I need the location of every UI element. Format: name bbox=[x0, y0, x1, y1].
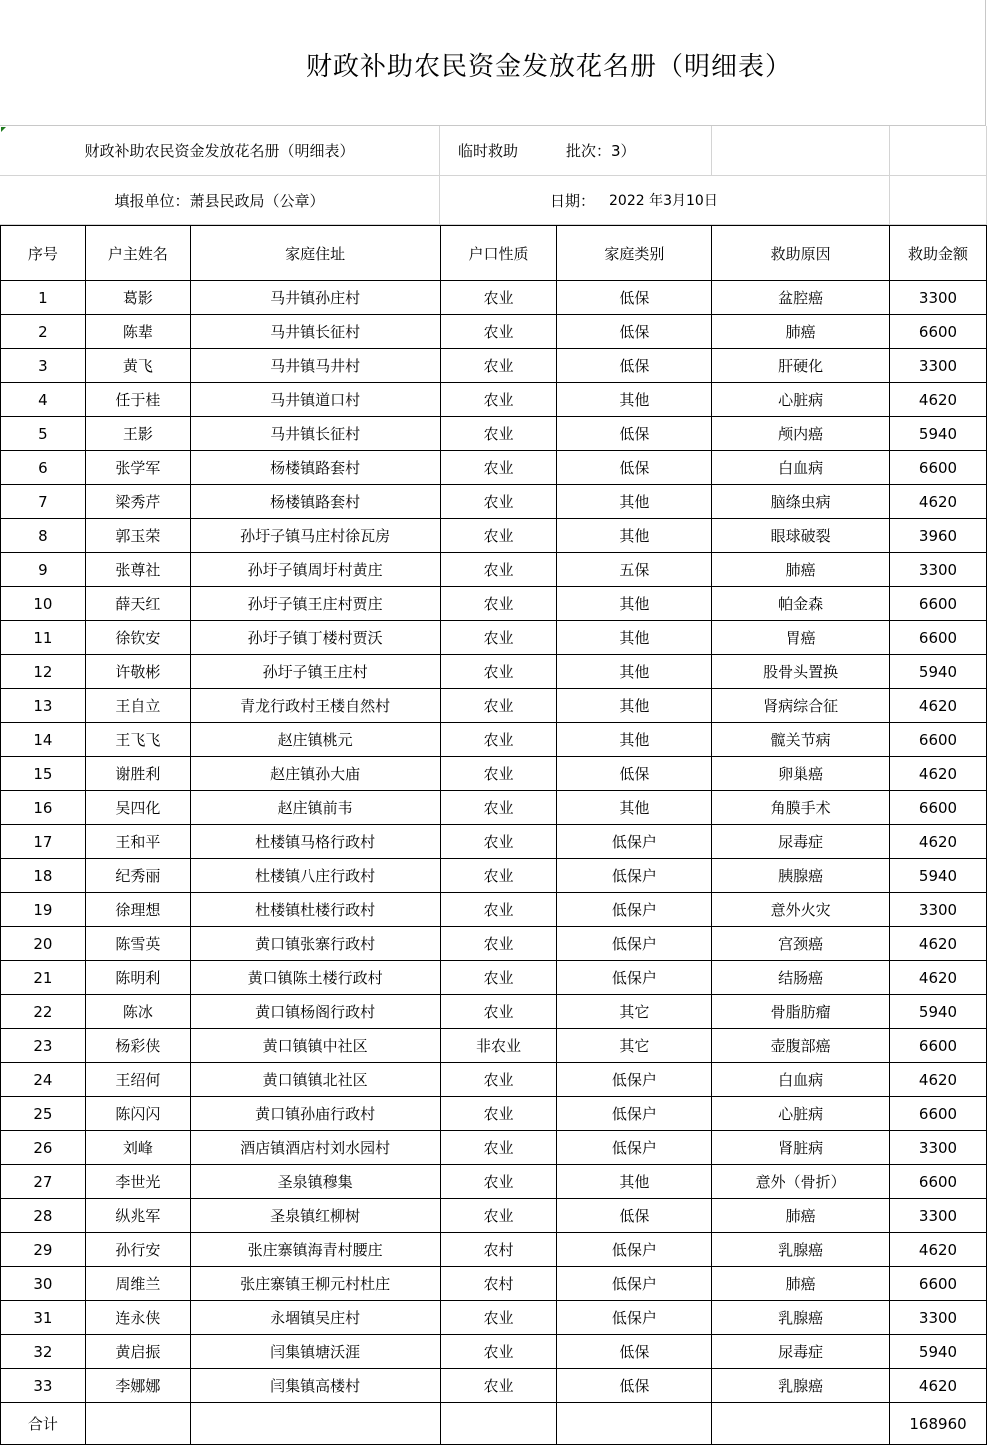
cell-index[interactable]: 3 bbox=[1, 349, 86, 383]
cell-name[interactable]: 王绍何 bbox=[85, 1063, 190, 1097]
cell-hukou[interactable]: 农业 bbox=[440, 1131, 557, 1165]
blank-cell[interactable] bbox=[890, 126, 987, 176]
cell-reason[interactable]: 肺癌 bbox=[712, 1199, 890, 1233]
cell-name[interactable]: 杨彩侠 bbox=[85, 1029, 190, 1063]
cell-name[interactable]: 黄启振 bbox=[85, 1335, 190, 1369]
title-band bbox=[0, 0, 986, 126]
cell-amount[interactable]: 5940 bbox=[890, 859, 987, 893]
cell-amount[interactable]: 4620 bbox=[890, 927, 987, 961]
cell-category[interactable]: 低保户 bbox=[557, 825, 712, 859]
cell-amount[interactable]: 3300 bbox=[890, 1131, 987, 1165]
cell-index[interactable]: 9 bbox=[1, 553, 86, 587]
cell-reason[interactable]: 乳腺癌 bbox=[712, 1301, 890, 1335]
cell-category[interactable]: 低保户 bbox=[557, 859, 712, 893]
table-row bbox=[1, 825, 987, 859]
col-header-amount[interactable]: 救助金额 bbox=[890, 226, 987, 281]
cell-index[interactable]: 21 bbox=[1, 961, 86, 995]
cell-index[interactable]: 12 bbox=[1, 655, 86, 689]
cell-name[interactable]: 张学军 bbox=[85, 451, 190, 485]
cell-address[interactable]: 孙圩子镇周圩村黄庄 bbox=[190, 553, 440, 587]
table-row bbox=[1, 485, 987, 519]
cell-amount[interactable]: 4620 bbox=[890, 1063, 987, 1097]
cell-category[interactable]: 其它 bbox=[557, 995, 712, 1029]
cell-category[interactable]: 低保 bbox=[557, 1199, 712, 1233]
cell-index[interactable]: 25 bbox=[1, 1097, 86, 1131]
cell-reason[interactable]: 胰腺癌 bbox=[712, 859, 890, 893]
table-row bbox=[1, 553, 987, 587]
cell-address[interactable]: 赵庄镇前韦 bbox=[190, 791, 440, 825]
cell-reason[interactable]: 结肠癌 bbox=[712, 961, 890, 995]
cell-amount[interactable]: 6600 bbox=[890, 621, 987, 655]
cell-hukou[interactable]: 农业 bbox=[440, 1165, 557, 1199]
cell-index[interactable]: 32 bbox=[1, 1335, 86, 1369]
total-amount[interactable]: 168960 bbox=[890, 1403, 987, 1445]
cell-hukou[interactable]: 农村 bbox=[440, 1267, 557, 1301]
cell-reason[interactable]: 眼球破裂 bbox=[712, 519, 890, 553]
cell-category[interactable]: 低保 bbox=[557, 757, 712, 791]
cell-name[interactable]: 陈明利 bbox=[85, 961, 190, 995]
page-title: 财政补助农民资金发放花名册（明细表） bbox=[306, 52, 793, 82]
cell-index[interactable]: 7 bbox=[1, 485, 86, 519]
cell-address[interactable]: 杜楼镇杜楼行政村 bbox=[190, 893, 440, 927]
blank-cell[interactable] bbox=[557, 1403, 712, 1445]
blank-cell[interactable] bbox=[890, 176, 987, 225]
aid-type-cell[interactable] bbox=[440, 126, 712, 176]
table-row bbox=[1, 791, 987, 825]
cell-index[interactable]: 33 bbox=[1, 1369, 86, 1403]
cell-name[interactable]: 王影 bbox=[85, 417, 190, 451]
cell-category[interactable]: 低保 bbox=[557, 417, 712, 451]
cell-name[interactable]: 吴四化 bbox=[85, 791, 190, 825]
table-row bbox=[1, 1131, 987, 1165]
table-row bbox=[1, 1301, 987, 1335]
cell-reason[interactable]: 骨脂肪瘤 bbox=[712, 995, 890, 1029]
date-label: 日期： bbox=[550, 191, 596, 210]
cell-name[interactable]: 陈辈 bbox=[85, 315, 190, 349]
cell-hukou[interactable]: 农业 bbox=[440, 723, 557, 757]
blank-cell[interactable] bbox=[712, 126, 890, 176]
table-row bbox=[1, 621, 987, 655]
cell-category[interactable]: 低保户 bbox=[557, 1131, 712, 1165]
cell-amount[interactable]: 5940 bbox=[890, 417, 987, 451]
cell-amount[interactable]: 4620 bbox=[890, 1233, 987, 1267]
cell-hukou[interactable]: 农业 bbox=[440, 961, 557, 995]
cell-reason[interactable]: 意外火灾 bbox=[712, 893, 890, 927]
cell-address[interactable]: 孙圩子镇丁楼村贾沃 bbox=[190, 621, 440, 655]
cell-hukou[interactable]: 农业 bbox=[440, 927, 557, 961]
date-value: 2022 年3月10日 bbox=[609, 193, 718, 209]
cell-hukou[interactable]: 农业 bbox=[440, 349, 557, 383]
cell-category[interactable]: 低保 bbox=[557, 1335, 712, 1369]
cell-amount[interactable]: 4620 bbox=[890, 1369, 987, 1403]
cell-category[interactable]: 其他 bbox=[557, 383, 712, 417]
unit-cell[interactable] bbox=[0, 176, 440, 225]
cell-reason[interactable]: 髋关节病 bbox=[712, 723, 890, 757]
table-row bbox=[1, 1097, 987, 1131]
cell-amount[interactable]: 4620 bbox=[890, 825, 987, 859]
cell-address[interactable]: 杨楼镇路套村 bbox=[190, 485, 440, 519]
total-row bbox=[1, 1403, 987, 1445]
cell-hukou[interactable]: 农业 bbox=[440, 553, 557, 587]
total-label[interactable]: 合计 bbox=[1, 1403, 86, 1445]
cell-address[interactable]: 赵庄镇桃元 bbox=[190, 723, 440, 757]
reporting-unit: 填报单位：萧县民政局（公章） bbox=[114, 191, 325, 210]
cell-name[interactable]: 李娜娜 bbox=[85, 1369, 190, 1403]
cell-index[interactable]: 1 bbox=[1, 281, 86, 315]
table-row bbox=[1, 1199, 987, 1233]
cell-hukou[interactable]: 农业 bbox=[440, 315, 557, 349]
cell-reason[interactable]: 肺癌 bbox=[712, 553, 890, 587]
cell-hukou[interactable]: 农业 bbox=[440, 1199, 557, 1233]
cell-address[interactable]: 马井镇马井村 bbox=[190, 349, 440, 383]
col-header-reason[interactable]: 救助原因 bbox=[712, 226, 890, 281]
table-row bbox=[1, 689, 987, 723]
cell-name[interactable]: 孙行安 bbox=[85, 1233, 190, 1267]
cell-reason[interactable]: 盆腔癌 bbox=[712, 281, 890, 315]
cell-name[interactable]: 陈冰 bbox=[85, 995, 190, 1029]
cell-amount[interactable]: 6600 bbox=[890, 1165, 987, 1199]
cell-reason[interactable]: 帕金森 bbox=[712, 587, 890, 621]
cell-category[interactable]: 其他 bbox=[557, 621, 712, 655]
cell-address[interactable]: 马井镇长征村 bbox=[190, 315, 440, 349]
table-row bbox=[1, 1063, 987, 1097]
cell-amount[interactable]: 6600 bbox=[890, 1097, 987, 1131]
cell-amount[interactable]: 6600 bbox=[890, 587, 987, 621]
cell-address[interactable]: 马井镇孙庄村 bbox=[190, 281, 440, 315]
cell-reason[interactable]: 心脏病 bbox=[712, 1097, 890, 1131]
cell-name[interactable]: 谢胜利 bbox=[85, 757, 190, 791]
cell-category[interactable]: 低保户 bbox=[557, 961, 712, 995]
cell-hukou[interactable]: 农业 bbox=[440, 1335, 557, 1369]
cell-amount[interactable]: 4620 bbox=[890, 757, 987, 791]
cell-name[interactable]: 薛天红 bbox=[85, 587, 190, 621]
cell-index[interactable]: 5 bbox=[1, 417, 86, 451]
cell-amount[interactable]: 6600 bbox=[890, 791, 987, 825]
cell-amount[interactable]: 3300 bbox=[890, 281, 987, 315]
cell-address[interactable]: 永堌镇吴庄村 bbox=[190, 1301, 440, 1335]
col-header-index[interactable]: 序号 bbox=[1, 226, 86, 281]
cell-reason[interactable]: 卵巢癌 bbox=[712, 757, 890, 791]
table-row bbox=[1, 1335, 987, 1369]
cell-index[interactable]: 20 bbox=[1, 927, 86, 961]
cell-reason[interactable]: 乳腺癌 bbox=[712, 1233, 890, 1267]
cell-amount[interactable]: 4620 bbox=[890, 383, 987, 417]
cell-address[interactable]: 闫集镇塘沃涯 bbox=[190, 1335, 440, 1369]
cell-hukou[interactable]: 农业 bbox=[440, 1369, 557, 1403]
cell-reason[interactable]: 白血病 bbox=[712, 451, 890, 485]
cell-address[interactable]: 黄口镇杨阁行政村 bbox=[190, 995, 440, 1029]
cell-category[interactable]: 其他 bbox=[557, 519, 712, 553]
cell-category[interactable]: 其他 bbox=[557, 587, 712, 621]
cell-index[interactable]: 13 bbox=[1, 689, 86, 723]
cell-index[interactable]: 15 bbox=[1, 757, 86, 791]
cell-hukou[interactable]: 农业 bbox=[440, 417, 557, 451]
cell-index[interactable]: 26 bbox=[1, 1131, 86, 1165]
cell-reason[interactable]: 角膜手术 bbox=[712, 791, 890, 825]
cell-amount[interactable]: 6600 bbox=[890, 723, 987, 757]
cell-address[interactable]: 闫集镇高楼村 bbox=[190, 1369, 440, 1403]
cell-address[interactable]: 马井镇道口村 bbox=[190, 383, 440, 417]
cell-category[interactable]: 低保户 bbox=[557, 893, 712, 927]
cell-amount[interactable]: 3300 bbox=[890, 893, 987, 927]
cell-name[interactable]: 许敬彬 bbox=[85, 655, 190, 689]
table-row bbox=[1, 859, 987, 893]
cell-hukou[interactable]: 农业 bbox=[440, 281, 557, 315]
cell-category[interactable]: 低保户 bbox=[557, 1267, 712, 1301]
cell-index[interactable]: 11 bbox=[1, 621, 86, 655]
cell-index[interactable]: 31 bbox=[1, 1301, 86, 1335]
col-header-hukou[interactable]: 户口性质 bbox=[440, 226, 557, 281]
cell-category[interactable]: 其他 bbox=[557, 723, 712, 757]
cell-name[interactable]: 纵兆军 bbox=[85, 1199, 190, 1233]
cell-category[interactable]: 其他 bbox=[557, 689, 712, 723]
cell-category[interactable]: 其他 bbox=[557, 1165, 712, 1199]
blank-cell[interactable] bbox=[85, 1403, 190, 1445]
cell-category[interactable]: 其他 bbox=[557, 791, 712, 825]
cell-reason[interactable]: 颅内癌 bbox=[712, 417, 890, 451]
cell-hukou[interactable]: 农业 bbox=[440, 485, 557, 519]
cell-address[interactable]: 张庄寨镇海青村腰庄 bbox=[190, 1233, 440, 1267]
cell-address[interactable]: 青龙行政村王楼自然村 bbox=[190, 689, 440, 723]
cell-hukou[interactable]: 农业 bbox=[440, 893, 557, 927]
cell-index[interactable]: 27 bbox=[1, 1165, 86, 1199]
cell-name[interactable]: 刘峰 bbox=[85, 1131, 190, 1165]
cell-hukou[interactable]: 非农业 bbox=[440, 1029, 557, 1063]
cell-category[interactable]: 低保 bbox=[557, 315, 712, 349]
cell-category[interactable]: 低保户 bbox=[557, 1233, 712, 1267]
cell-reason[interactable]: 股骨头置换 bbox=[712, 655, 890, 689]
cell-address[interactable]: 孙圩子镇马庄村徐瓦房 bbox=[190, 519, 440, 553]
cell-address[interactable]: 黄口镇孙庙行政村 bbox=[190, 1097, 440, 1131]
cell-amount[interactable]: 3300 bbox=[890, 1301, 987, 1335]
cell-reason[interactable]: 尿毒症 bbox=[712, 1335, 890, 1369]
cell-reason[interactable]: 心脏病 bbox=[712, 383, 890, 417]
cell-address[interactable]: 黄口镇张寨行政村 bbox=[190, 927, 440, 961]
cell-category[interactable]: 其他 bbox=[557, 655, 712, 689]
cell-name[interactable]: 李世光 bbox=[85, 1165, 190, 1199]
cell-address[interactable]: 黄口镇镇北社区 bbox=[190, 1063, 440, 1097]
table-row bbox=[1, 315, 987, 349]
table-row bbox=[1, 1029, 987, 1063]
table-row bbox=[1, 655, 987, 689]
cell-amount[interactable]: 3300 bbox=[890, 553, 987, 587]
cell-index[interactable]: 14 bbox=[1, 723, 86, 757]
cell-name[interactable]: 葛影 bbox=[85, 281, 190, 315]
cell-name[interactable]: 周维兰 bbox=[85, 1267, 190, 1301]
table-row bbox=[1, 927, 987, 961]
cell-amount[interactable]: 3960 bbox=[890, 519, 987, 553]
cell-reason[interactable]: 尿毒症 bbox=[712, 825, 890, 859]
table-row bbox=[1, 519, 987, 553]
table-row bbox=[1, 757, 987, 791]
cell-reason[interactable]: 宫颈癌 bbox=[712, 927, 890, 961]
blank-cell[interactable] bbox=[190, 1403, 440, 1445]
cell-address[interactable]: 圣泉镇红柳树 bbox=[190, 1199, 440, 1233]
cell-category[interactable]: 低保户 bbox=[557, 927, 712, 961]
cell-reason[interactable]: 肺癌 bbox=[712, 315, 890, 349]
cell-amount[interactable]: 6600 bbox=[890, 451, 987, 485]
cell-hukou[interactable]: 农业 bbox=[440, 519, 557, 553]
cell-address[interactable]: 孙圩子镇王庄村贾庄 bbox=[190, 587, 440, 621]
cell-index[interactable]: 4 bbox=[1, 383, 86, 417]
cell-index[interactable]: 29 bbox=[1, 1233, 86, 1267]
cell-index[interactable]: 24 bbox=[1, 1063, 86, 1097]
table-row bbox=[1, 281, 987, 315]
blank-cell[interactable] bbox=[712, 1403, 890, 1445]
table-row bbox=[1, 995, 987, 1029]
table-row bbox=[1, 961, 987, 995]
cell-category[interactable]: 其他 bbox=[557, 485, 712, 519]
cell-reason[interactable]: 肾脏病 bbox=[712, 1131, 890, 1165]
cell-hukou[interactable]: 农业 bbox=[440, 587, 557, 621]
col-header-name[interactable]: 户主姓名 bbox=[85, 226, 190, 281]
cell-hukou[interactable]: 农业 bbox=[440, 859, 557, 893]
cell-index[interactable]: 18 bbox=[1, 859, 86, 893]
cell-address[interactable]: 酒店镇酒店村刘水园村 bbox=[190, 1131, 440, 1165]
cell-hukou[interactable]: 农业 bbox=[440, 1097, 557, 1131]
cell-address[interactable]: 赵庄镇孙大庙 bbox=[190, 757, 440, 791]
cell-reason[interactable]: 肺癌 bbox=[712, 1267, 890, 1301]
cell-name[interactable]: 陈闪闪 bbox=[85, 1097, 190, 1131]
cell-amount[interactable]: 3300 bbox=[890, 1199, 987, 1233]
cell-index[interactable]: 6 bbox=[1, 451, 86, 485]
cell-reason[interactable]: 白血病 bbox=[712, 1063, 890, 1097]
cell-index[interactable]: 22 bbox=[1, 995, 86, 1029]
table-row bbox=[1, 1267, 987, 1301]
cell-amount[interactable]: 3300 bbox=[890, 349, 987, 383]
cell-address[interactable]: 黄口镇陈土楼行政村 bbox=[190, 961, 440, 995]
form-name: 财政补助农民资金发放花名册（明细表） bbox=[84, 142, 355, 160]
cell-name[interactable]: 张尊社 bbox=[85, 553, 190, 587]
cell-reason[interactable]: 意外（骨折） bbox=[712, 1165, 890, 1199]
cell-index[interactable]: 2 bbox=[1, 315, 86, 349]
table-row bbox=[1, 1233, 987, 1267]
cell-reason[interactable]: 胃癌 bbox=[712, 621, 890, 655]
cell-hukou[interactable]: 农业 bbox=[440, 791, 557, 825]
cell-hukou[interactable]: 农业 bbox=[440, 383, 557, 417]
cell-hukou[interactable]: 农村 bbox=[440, 1233, 557, 1267]
cell-amount[interactable]: 6600 bbox=[890, 1267, 987, 1301]
cell-name[interactable]: 纪秀丽 bbox=[85, 859, 190, 893]
cell-amount[interactable]: 5940 bbox=[890, 655, 987, 689]
cell-name[interactable]: 黄飞 bbox=[85, 349, 190, 383]
cell-reason[interactable]: 肝硬化 bbox=[712, 349, 890, 383]
cell-amount[interactable]: 6600 bbox=[890, 1029, 987, 1063]
cell-hukou[interactable]: 农业 bbox=[440, 621, 557, 655]
cell-amount[interactable]: 4620 bbox=[890, 689, 987, 723]
cell-hukou[interactable]: 农业 bbox=[440, 689, 557, 723]
cell-index[interactable]: 17 bbox=[1, 825, 86, 859]
cell-amount[interactable]: 4620 bbox=[890, 961, 987, 995]
cell-index[interactable]: 16 bbox=[1, 791, 86, 825]
cell-index[interactable]: 19 bbox=[1, 893, 86, 927]
table-row bbox=[1, 893, 987, 927]
table-row bbox=[1, 587, 987, 621]
cell-hukou[interactable]: 农业 bbox=[440, 451, 557, 485]
table-row bbox=[1, 451, 987, 485]
cell-category[interactable]: 低保户 bbox=[557, 1063, 712, 1097]
blank-cell[interactable] bbox=[440, 1403, 557, 1445]
col-header-category[interactable]: 家庭类别 bbox=[557, 226, 712, 281]
cell-amount[interactable]: 4620 bbox=[890, 485, 987, 519]
cell-address[interactable]: 张庄寨镇王柳元村杜庄 bbox=[190, 1267, 440, 1301]
cell-index[interactable]: 28 bbox=[1, 1199, 86, 1233]
cell-index[interactable]: 8 bbox=[1, 519, 86, 553]
aid-type: 临时救助 bbox=[458, 142, 519, 160]
cell-reason[interactable]: 肾病综合征 bbox=[712, 689, 890, 723]
header-row bbox=[1, 226, 987, 281]
cell-name[interactable]: 梁秀芹 bbox=[85, 485, 190, 519]
form-name-cell[interactable] bbox=[0, 126, 440, 176]
cell-name[interactable]: 陈雪英 bbox=[85, 927, 190, 961]
cell-category[interactable]: 低保户 bbox=[557, 1097, 712, 1131]
cell-name[interactable]: 郭玉荣 bbox=[85, 519, 190, 553]
cell-category[interactable]: 其它 bbox=[557, 1029, 712, 1063]
cell-index[interactable]: 23 bbox=[1, 1029, 86, 1063]
cell-reason[interactable]: 脑绦虫病 bbox=[712, 485, 890, 519]
cell-address[interactable]: 杜楼镇八庄行政村 bbox=[190, 859, 440, 893]
cell-hukou[interactable]: 农业 bbox=[440, 1063, 557, 1097]
cell-name[interactable]: 徐理想 bbox=[85, 893, 190, 927]
date-cell[interactable] bbox=[440, 176, 890, 225]
cell-address[interactable]: 孙圩子镇王庄村 bbox=[190, 655, 440, 689]
col-header-address[interactable]: 家庭住址 bbox=[190, 226, 440, 281]
cell-category[interactable]: 低保户 bbox=[557, 1301, 712, 1335]
cell-hukou[interactable]: 农业 bbox=[440, 1301, 557, 1335]
cell-reason[interactable]: 乳腺癌 bbox=[712, 1369, 890, 1403]
cell-address[interactable]: 圣泉镇穆集 bbox=[190, 1165, 440, 1199]
table-row bbox=[1, 1165, 987, 1199]
table-row bbox=[1, 1369, 987, 1403]
cell-name[interactable]: 王飞飞 bbox=[85, 723, 190, 757]
cell-name[interactable]: 王自立 bbox=[85, 689, 190, 723]
batch-label: 批次：3） bbox=[566, 142, 636, 160]
cell-amount[interactable]: 5940 bbox=[890, 995, 987, 1029]
cell-hukou[interactable]: 农业 bbox=[440, 995, 557, 1029]
cell-category[interactable]: 低保 bbox=[557, 349, 712, 383]
cell-name[interactable]: 任于桂 bbox=[85, 383, 190, 417]
cell-address[interactable]: 杨楼镇路套村 bbox=[190, 451, 440, 485]
cell-name[interactable]: 王和平 bbox=[85, 825, 190, 859]
table-row bbox=[1, 349, 987, 383]
cell-index[interactable]: 30 bbox=[1, 1267, 86, 1301]
table-row bbox=[1, 417, 987, 451]
cell-address[interactable]: 杜楼镇马格行政村 bbox=[190, 825, 440, 859]
cell-hukou[interactable]: 农业 bbox=[440, 825, 557, 859]
cell-index[interactable]: 10 bbox=[1, 587, 86, 621]
cell-address[interactable]: 黄口镇镇中社区 bbox=[190, 1029, 440, 1063]
cell-category[interactable]: 低保 bbox=[557, 451, 712, 485]
table-row bbox=[1, 383, 987, 417]
cell-hukou[interactable]: 农业 bbox=[440, 655, 557, 689]
cell-category[interactable]: 低保 bbox=[557, 1369, 712, 1403]
cell-category[interactable]: 低保 bbox=[557, 281, 712, 315]
cell-amount[interactable]: 6600 bbox=[890, 315, 987, 349]
cell-hukou[interactable]: 农业 bbox=[440, 757, 557, 791]
cell-amount[interactable]: 5940 bbox=[890, 1335, 987, 1369]
cell-address[interactable]: 马井镇长征村 bbox=[190, 417, 440, 451]
cell-category[interactable]: 五保 bbox=[557, 553, 712, 587]
cell-name[interactable]: 连永侠 bbox=[85, 1301, 190, 1335]
cell-name[interactable]: 徐钦安 bbox=[85, 621, 190, 655]
cell-reason[interactable]: 壶腹部癌 bbox=[712, 1029, 890, 1063]
table-row bbox=[1, 723, 987, 757]
relief-table bbox=[0, 225, 987, 1445]
